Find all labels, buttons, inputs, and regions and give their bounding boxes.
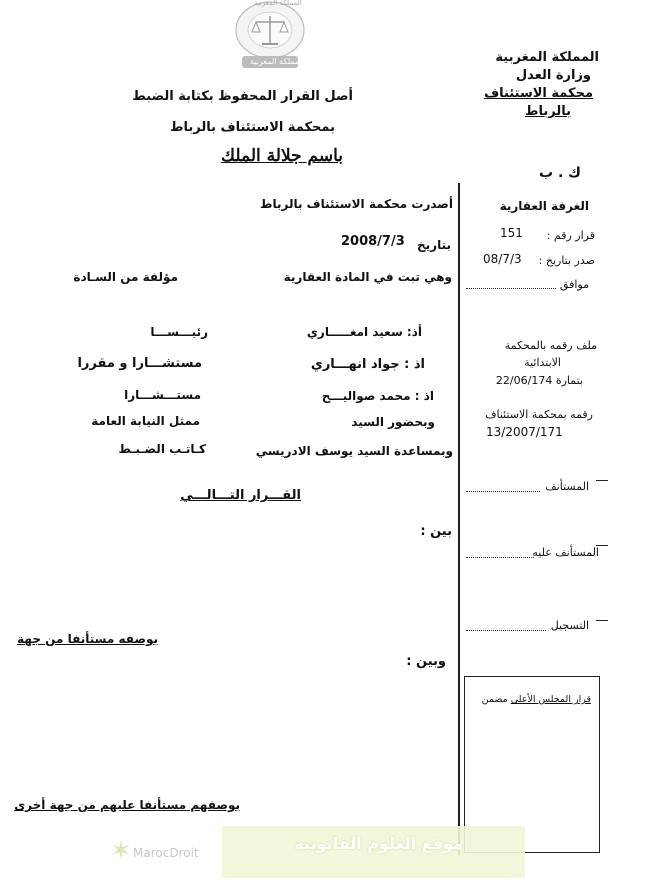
appellant-rule (596, 480, 608, 481)
ref-code: ك . ب (539, 165, 581, 181)
issued-label: صدر بتاريخ : (538, 254, 595, 267)
date-value: 2008/7/3 (341, 234, 405, 249)
registration-rule (596, 620, 608, 621)
page-title: باسم جلالة الملك (221, 146, 343, 166)
header-original-decision: أصل القرار المحفوظ بكتابة الضبط (132, 89, 353, 104)
kingdom-emblem (228, 0, 312, 78)
header-kingdom: المملكة المغربية (495, 50, 599, 65)
emblem-ring-text: المملكة المغربية (254, 0, 302, 7)
party1-role: بوصفه مستأنفا من جهة (17, 632, 158, 646)
member-name-clerk: وبمساعدة السيد يوسف الادريسي (255, 444, 453, 458)
supreme-council-link: قرار المجلس الأعلى (510, 694, 591, 705)
appeal-number-label: رقمه بمحكمة الاستئناف (485, 408, 593, 421)
corresponding-dots (466, 288, 556, 289)
watermark-star-icon: ✶ (110, 836, 132, 866)
and-between-label: وبين : (406, 654, 446, 669)
first-instance-label-2: الابتدائية (524, 356, 561, 369)
watermark-site-name: MarocDroit (133, 846, 199, 860)
member-name-rapporteur: اذ : جواد انهـــاري (310, 357, 425, 372)
column-divider (458, 183, 460, 855)
chamber-label: الغرفة العقارية (499, 199, 589, 213)
decision-number: 151 (500, 226, 523, 240)
appeal-number: 13/2007/171 (486, 425, 563, 439)
header-appeal-court: بمحكمة الاستئناف بالرباط (170, 120, 335, 135)
member-role-president: رئيـــســـا (150, 325, 208, 339)
supreme-council-label (482, 694, 591, 705)
header-ministry: وزارة العدل (515, 68, 591, 83)
between-label: بين : (420, 524, 452, 539)
appellant-label: المستأنف (545, 480, 589, 493)
member-name-president: أذ: سعيد امغـــــاري (306, 325, 422, 339)
header-city: بالرباط (525, 104, 571, 119)
first-instance-number: بتمارة 22/06/174 (495, 374, 583, 387)
first-instance-label-1: ملف رقمه بالمحكمة (504, 339, 597, 352)
respondent-rule (596, 545, 608, 546)
scales-of-justice-icon (228, 0, 312, 78)
subject: وهي تبت في المادة العقارية (283, 270, 452, 284)
issued-date: 08/7/3 (483, 252, 522, 266)
member-role-counselor: مستـــشـــارا (124, 388, 201, 402)
member-role-rapporteur: مستشـــارا و مقررا (77, 356, 202, 371)
member-name-prosecution: وبحضور السيد (351, 415, 435, 429)
supreme-council-prefix: مضمن (481, 694, 508, 705)
watermark-arabic-title: موقع العلوم القانونية (294, 834, 463, 853)
registration-label: التسجيل (550, 619, 589, 632)
corresponding-label: موافق (559, 278, 589, 291)
decision-number-label: قرار رقم : (546, 229, 595, 242)
member-role-clerk: كـاتـب الضـبـط (118, 442, 206, 456)
member-name-counselor: اذ : محمد صواليـــح (321, 389, 434, 403)
header-court: محكمة الاستئناف (484, 86, 593, 101)
registration-dots (466, 630, 546, 631)
issued-by: أصدرت محكمة الاستئناف بالرباط (260, 197, 453, 211)
decision-heading: القـــرار التـــالـــي (180, 488, 301, 503)
respondent-dots (466, 557, 534, 558)
emblem-banner-text: المملكة المغربية (250, 57, 305, 66)
member-role-prosecution: ممثل النيابة العامة (91, 414, 200, 428)
date-label: بتاريخ (417, 238, 451, 252)
composed-of: مؤلفة من السـادة (73, 270, 178, 284)
party2-role: بوصفهم مستأنفا عليهم من جهة أخرى (14, 798, 240, 812)
appellant-dots (466, 491, 540, 492)
respondent-label: المستأنف عليه (532, 546, 599, 559)
